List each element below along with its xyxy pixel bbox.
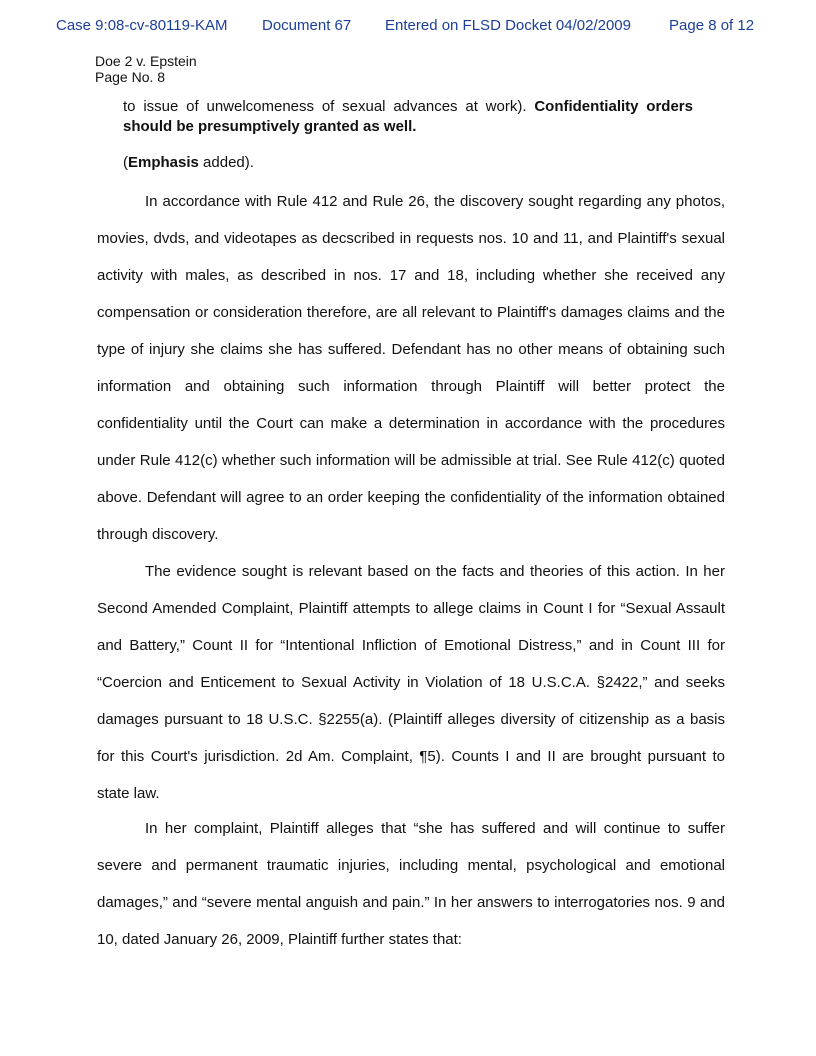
quote-text: to issue of unwelcomeness of sexual advances at work). [123,98,527,115]
emphasis-open-paren: ( [123,154,128,171]
paragraph-text: In accordance with Rule 412 and Rule 26, the discovery sought regarding any photos, movies, dvds, and videotapes as decscribed in requests nos. 10 and 11, and Plaintiff's sexual activity with males, as described in nos. 17 and 18, including whether she received any compensation or consideration therefore, are all relevant to Plaintiff's damages claims and the type of injury she claims she has suffered. Defendant has no other means of obtaining such information and obtaining such information through Plaintiff will better protect the confidentiality until the Court can make a determination in accordance with the procedures under Rule 412(c) whether such information will be admissible at trial. See Rule 412(c) quoted above. Defendant will agree to an order keeping the confidentiality of the information obtained through discovery. [97,193,725,543]
quote-bold-text: Confidentiality orders should be presumptively granted as well. [123,98,693,135]
page-number: Page No. 8 [95,69,166,85]
stamp-page-count: Page 8 of 12 [669,17,755,34]
paragraph-text: The evidence sought is relevant based on the facts and theories of this action. In her Second Amended Complaint, Plaintiff attempts to allege claims in Count I for “Sexual Assault and Battery,” Count II for “Intentional Infliction of Emotional Distress,” and in Count III for “Coercion and Enticement to Sexual Activity in Violation of 18 U.S.C.A. §2422,” and seeks damages pursuant to 18 U.S.C. §2255(a). (Plaintiff alleges diversity of citizenship as a basis for this Court's jurisdiction. 2d Am. Complaint, ¶5). Counts I and II are brought pursuant to state law. [97,563,725,802]
emphasis-bold: Emphasis [128,154,199,171]
emphasis-note [123,154,254,171]
emphasis-rest: added). [198,154,254,171]
stamp-document-number: Document 67 [262,17,352,34]
stamp-case-number: Case 9:08-cv-80119-KAM [56,17,228,34]
case-name: Doe 2 v. Epstein [95,53,197,69]
paragraph-text: In her complaint, Plaintiff alleges that “she has suffered and will continue to suffer severe and permanent traumatic injuries, including mental, psychological and emotional damages,” and “severe mental anguish and pain.” In her answers to interrogatories nos. 9 and 10, dated January 26, 2009, Plaintiff further states that: [97,820,725,948]
page-caption [95,53,197,85]
paragraph-discovery-relevance [97,183,725,553]
block-quote [123,97,693,137]
stamp-entered-date: Entered on FLSD Docket 04/02/2009 [385,17,631,34]
paragraph-evidence-relevance [97,553,725,812]
paragraph-complaint-allegations [97,810,725,958]
